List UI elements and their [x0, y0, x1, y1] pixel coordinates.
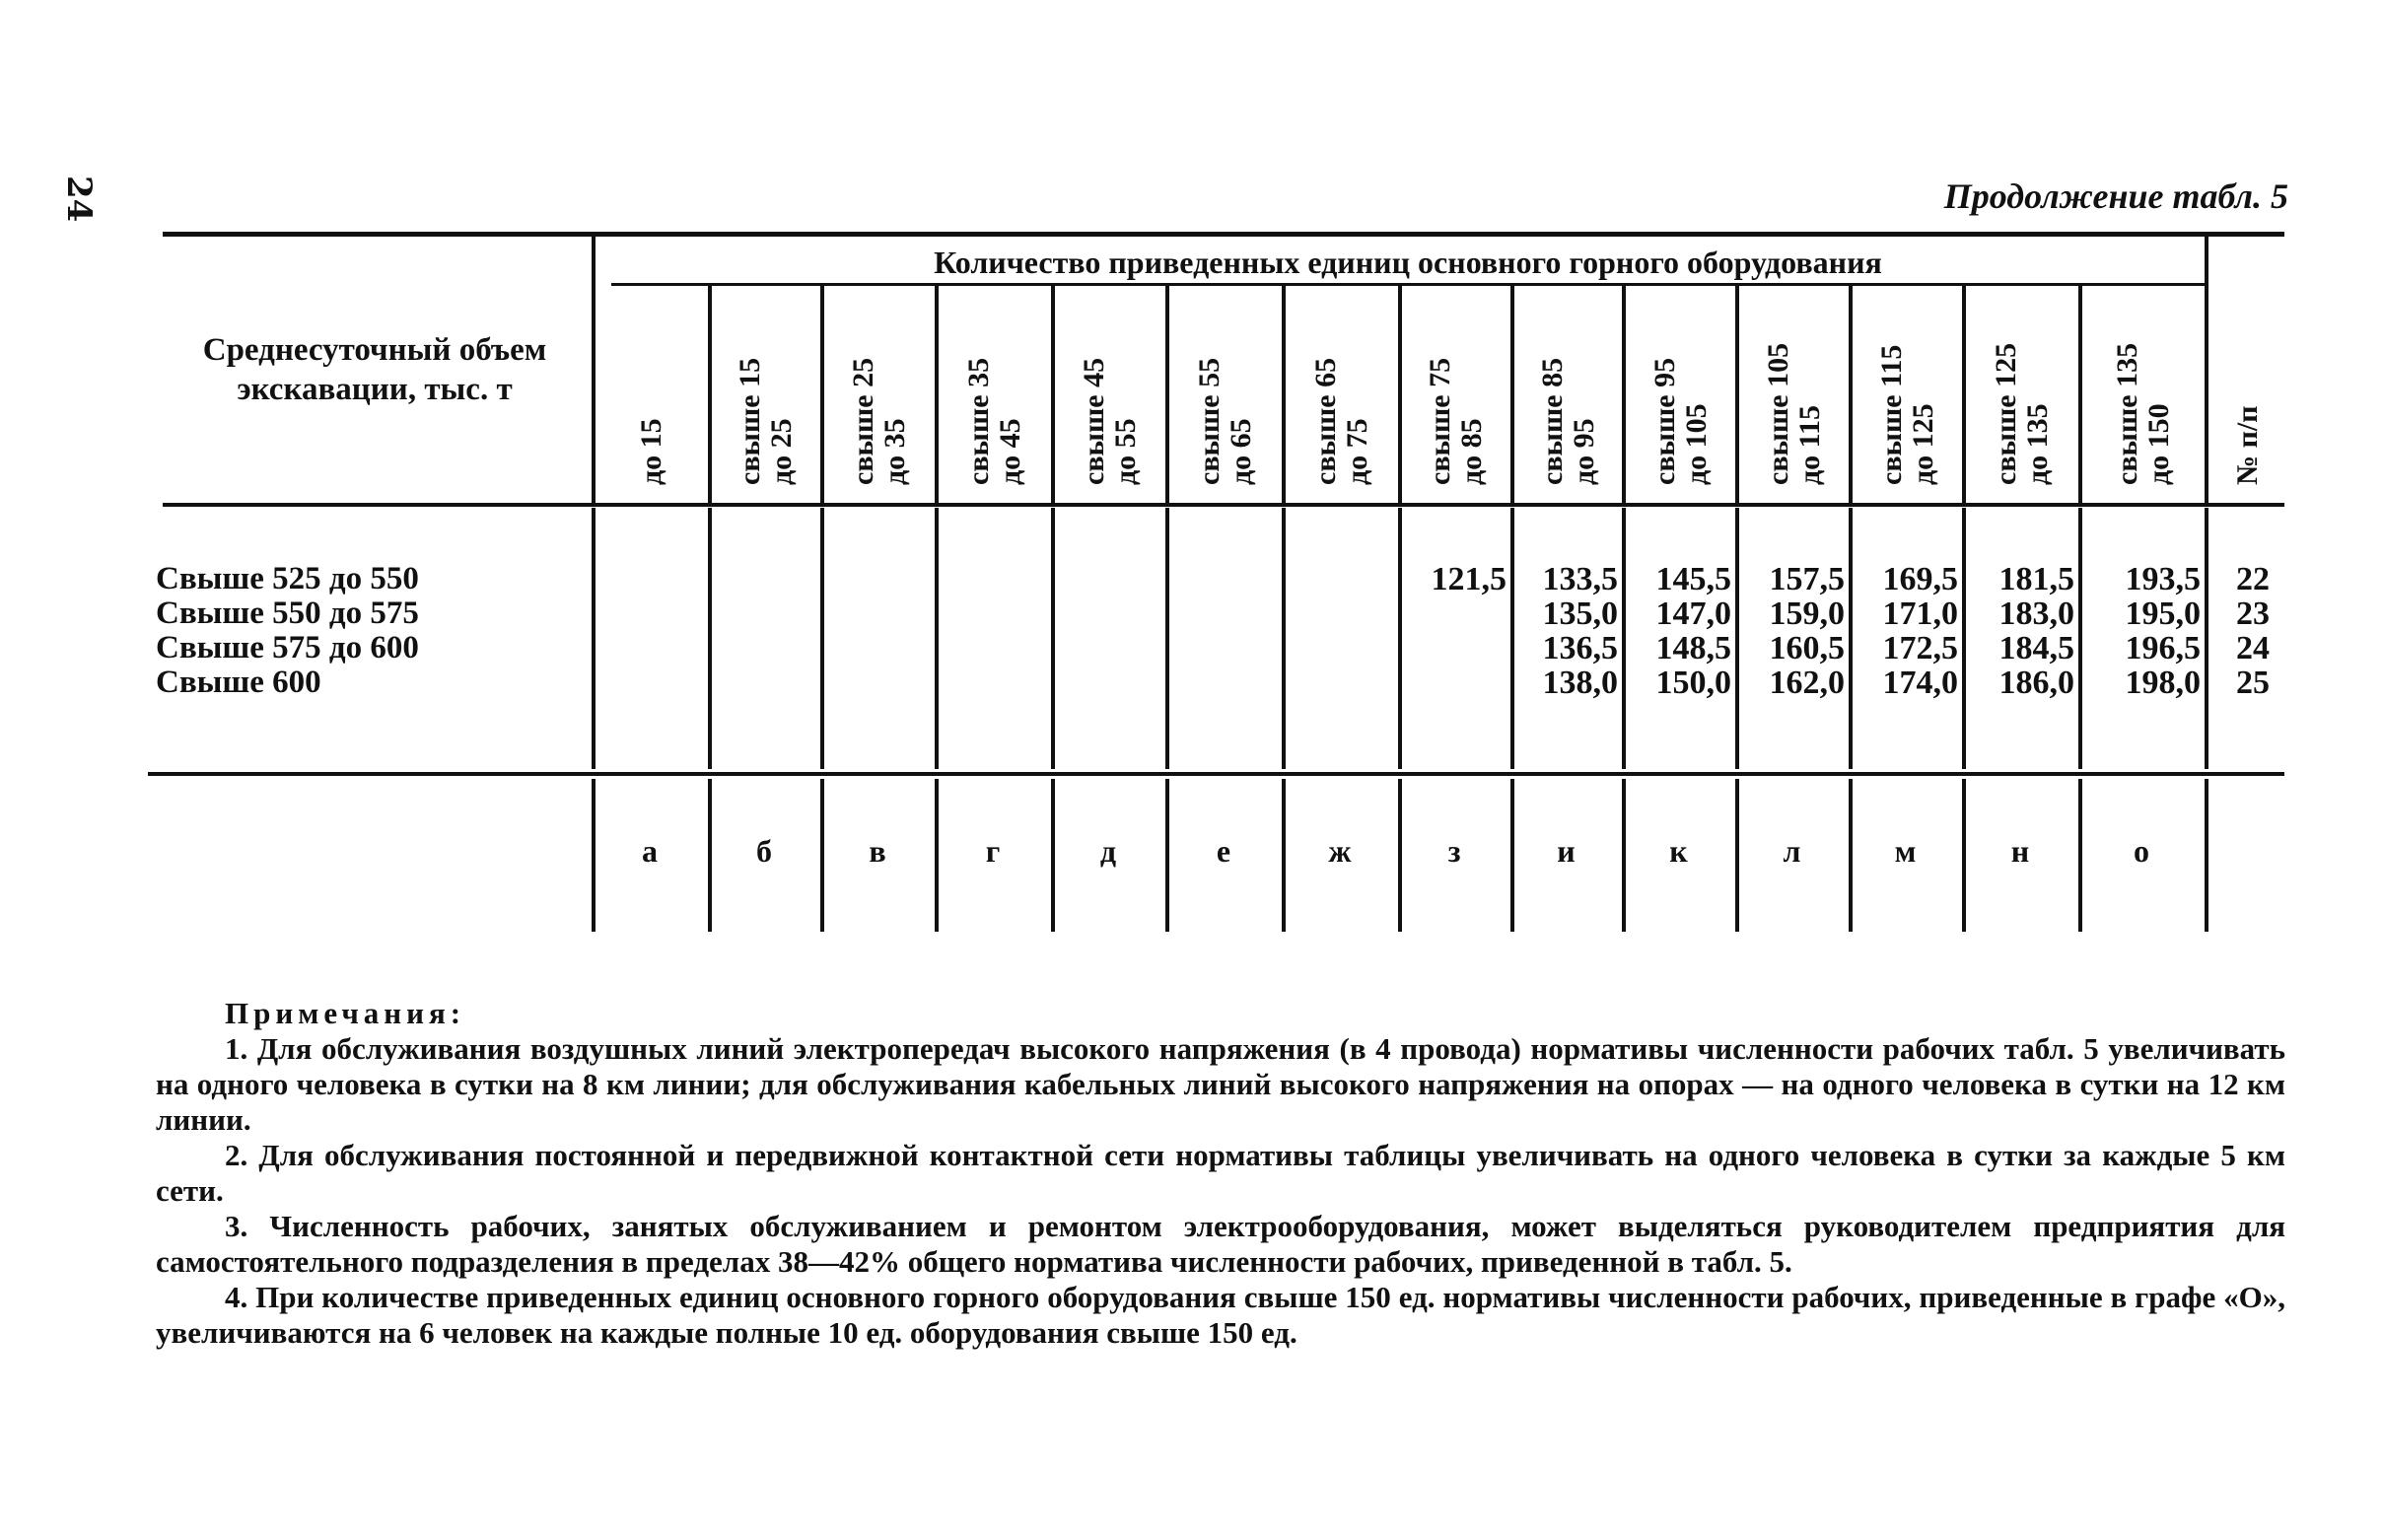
header-bottom-rule	[163, 503, 2284, 507]
table-cell: 195,0	[2125, 595, 2201, 632]
column-letter: ж	[1328, 833, 1352, 869]
column-divider	[1051, 508, 1055, 769]
column-header-line1: свыше 45	[1078, 357, 1110, 485]
column-header	[1402, 296, 1510, 493]
column-letter: о	[2134, 833, 2149, 869]
column-header-line1: до 15	[635, 418, 667, 485]
column-header-line1: свыше 75	[1424, 357, 1456, 485]
row-label: Свыше 550 до 575	[156, 595, 419, 631]
column-divider	[1398, 508, 1402, 769]
table-cell: 184,5	[1998, 630, 2074, 666]
table-cell: 181,5	[1998, 561, 2074, 597]
column-header-line1: свыше 135	[2111, 342, 2143, 485]
row-header: Среднесуточный объем экскавации, тыс. т	[202, 332, 547, 407]
table-cell: 147,0	[1655, 595, 1731, 632]
table-cell: 150,0	[1655, 665, 1731, 701]
column-header	[939, 296, 1051, 493]
column-divider	[1510, 508, 1514, 769]
column-divider	[935, 508, 939, 769]
column-header-line2: до 25	[765, 418, 798, 485]
column-header-line1: свыше 125	[1990, 342, 2022, 485]
table-cell: 157,5	[1769, 561, 1845, 597]
column-letter: к	[1669, 833, 1688, 869]
table-cell: 162,0	[1769, 665, 1845, 701]
column-letter: н	[2010, 833, 2030, 869]
table-cell: 138,0	[1542, 665, 1618, 701]
row-label: Свыше 600	[156, 665, 321, 700]
column-letter: е	[1216, 833, 1231, 869]
table-cell: 121,5	[1431, 561, 1507, 597]
column-letter: г	[985, 833, 1001, 869]
column-divider	[2078, 508, 2082, 769]
column-header-line1: свыше 85	[1535, 357, 1569, 485]
column-header-line2: до 65	[1225, 418, 1257, 485]
table-cell: 135,0	[1542, 595, 1618, 632]
column-header-line2: до 75	[1341, 418, 1373, 485]
column-header	[824, 296, 935, 493]
column-letter: з	[1447, 833, 1461, 869]
table-cell: 186,0	[1998, 665, 2074, 701]
column-header	[1853, 296, 1962, 493]
column-header-line1: свыше 105	[1761, 342, 1794, 485]
column-divider	[2205, 508, 2208, 769]
column-letter: д	[1099, 833, 1117, 869]
column-header-line1: свыше 25	[847, 357, 879, 485]
column-header-line1: свыше 15	[734, 357, 766, 485]
column-divider	[1849, 508, 1853, 769]
page-number: 24	[59, 175, 99, 223]
table-cell: 160,5	[1769, 630, 1845, 666]
row-number: 24	[2236, 630, 2270, 666]
column-divider	[2205, 779, 2208, 932]
column-divider	[1282, 508, 1286, 769]
table-cell: 172,5	[1882, 630, 1958, 666]
column-divider	[820, 508, 824, 769]
column-header-line2: до 35	[878, 418, 911, 485]
row-label: Свыше 575 до 600	[156, 630, 419, 665]
column-header-line1: свыше 65	[1309, 357, 1342, 485]
column-header-line2: до 150	[2142, 403, 2175, 485]
column-header	[1514, 296, 1622, 493]
column-divider	[1735, 508, 1739, 769]
column-header	[1739, 296, 1849, 493]
column-header-line2: до 45	[994, 418, 1026, 485]
column-header-line1: свыше 35	[962, 357, 995, 485]
column-header	[596, 296, 708, 493]
column-header	[2082, 296, 2205, 493]
note-4: 4. При количестве приведенных единиц основного горного оборудования свыше 150 ед. нормативы численности рабочих, приведенные в графе «О», увеличиваются на 6 человек на каждые полные 10 ед. оборудования свыше 150 ед.	[156, 1280, 2285, 1350]
table-cell: 169,5	[1882, 561, 1958, 597]
column-header-line2: до 95	[1567, 418, 1600, 485]
column-header	[1626, 296, 1735, 493]
row-number: 25	[2236, 665, 2270, 701]
column-divider	[1962, 508, 1966, 769]
column-header-line1: свыше 95	[1647, 357, 1681, 485]
column-letter: б	[756, 833, 772, 869]
column-header	[1966, 296, 2078, 493]
table-cell: 196,5	[2125, 630, 2201, 666]
column-header-line1: свыше 115	[1874, 344, 1908, 485]
column-letter: в	[869, 833, 886, 869]
column-letter: м	[1894, 833, 1917, 869]
column-divider	[708, 508, 712, 769]
column-header-line2: до 115	[1792, 404, 1826, 485]
table-cell: 183,0	[1998, 595, 2074, 632]
body-bottom-rule	[148, 772, 2284, 776]
column-divider	[1622, 508, 1626, 769]
table-cell: 133,5	[1542, 561, 1618, 597]
column-header-line2: до 125	[1906, 403, 1939, 485]
column-header	[1286, 296, 1398, 493]
row-number: 22	[2236, 561, 2270, 597]
notes	[156, 996, 2285, 1351]
table-cell: 171,0	[1882, 595, 1958, 632]
column-letter: и	[1557, 833, 1576, 869]
column-header-line2: до 105	[1679, 403, 1713, 485]
column-header-line2: до 55	[1109, 418, 1142, 485]
table-cell: 159,0	[1769, 595, 1845, 632]
table-cell: 148,5	[1655, 630, 1731, 666]
column-header	[1055, 296, 1165, 493]
note-3: 3. Численность рабочих, занятых обслуживанием и ремонтом электрооборудования, может выделяться руководителем предприятия для самостоятельного подразделения в пределах 38—42% общего норматива численности рабочих, приведенной в табл. 5.	[156, 1209, 2285, 1279]
table-cell: 145,5	[1655, 561, 1731, 597]
column-header-line1: свыше 55	[1193, 357, 1226, 485]
column-header	[1169, 296, 1282, 493]
notes-title: Примечания:	[225, 996, 466, 1030]
column-letter: а	[642, 833, 658, 869]
continuation-label: Продолжение табл. 5	[1943, 176, 2288, 216]
table-cell: 136,5	[1542, 630, 1618, 666]
table-cell: 198,0	[2125, 665, 2201, 701]
npp-header	[2208, 296, 2287, 493]
column-letter: л	[1783, 833, 1801, 869]
column-divider	[592, 508, 596, 769]
column-header-line2: до 135	[2021, 403, 2054, 485]
table-top-rule	[163, 232, 2284, 237]
table-cell: 174,0	[1882, 665, 1958, 701]
note-2: 2. Для обслуживания постоянной и передвижной контактной сети нормативы таблицы увеличивать на одного человека в сутки за каждые 5 км сети.	[156, 1138, 2285, 1208]
column-header-line2: до 85	[1455, 418, 1488, 485]
group-header: Количество приведенных единиц основного горного оборудования	[934, 245, 1882, 280]
npp-header-text: № п/п	[2231, 405, 2264, 485]
column-divider	[1165, 508, 1169, 769]
row-number: 23	[2236, 595, 2270, 632]
table-cell: 193,5	[2125, 561, 2201, 597]
column-header	[712, 296, 820, 493]
note-1: 1. Для обслуживания воздушных линий электропередач высокого напряжения (в 4 провода) нормативы численности рабочих табл. 5 увеличивать на одного человека в сутки на 8 км линии; для обслуживания кабельных линий высокого напряжения на опорах — на одного человека в сутки на 12 км линии.	[156, 1031, 2285, 1137]
row-label: Свыше 525 до 550	[156, 561, 419, 596]
